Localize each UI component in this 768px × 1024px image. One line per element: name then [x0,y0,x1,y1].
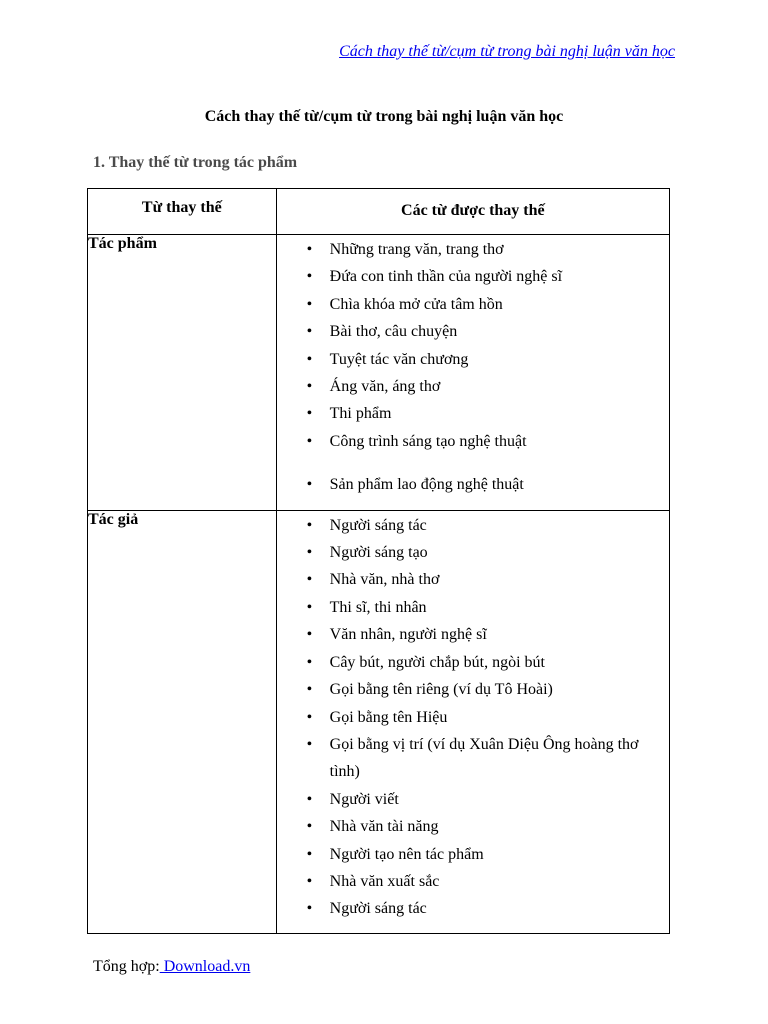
section-heading: 1. Thay thế từ trong tác phẩm [93,154,298,171]
header-link[interactable]: Cách thay thế từ/cụm từ trong bài nghị luận văn học [339,43,675,60]
list-item: • Đứa con tinh thần của người nghệ sĩ [307,263,669,290]
list-item: • Những trang văn, trang thơ [307,236,669,263]
list-item: • Gọi bằng tên Hiệu [307,704,669,731]
list-item: • Nhà văn xuất sắc [307,868,669,895]
list-item: • Chìa khóa mở cửa tâm hồn [307,291,669,318]
list-item: • Công trình sáng tạo nghệ thuật [307,428,669,455]
row-items-cell [276,510,669,933]
list-item: • Gọi bằng vị trí (ví dụ Xuân Diệu Ông hoàng thơ tình) [307,731,669,786]
table-row [88,235,670,511]
list-item: • Người sáng tạo [307,539,669,566]
list-item: • Thi sĩ, thi nhân [307,594,669,621]
table-header-row [88,189,670,235]
list-item: • Người sáng tác [307,895,669,922]
footer-source-link[interactable]: Download.vn [159,958,251,975]
column-header-replacement: Từ thay thế [88,189,277,235]
list-item: • Tuyệt tác văn chương [307,346,669,373]
list-item: • Nhà văn, nhà thơ [307,566,669,593]
row-label-tac-gia: Tác giả [88,510,139,528]
list-item: • Văn nhân, người nghệ sĩ [307,621,669,648]
list-item: • Nhà văn tài năng [307,813,669,840]
list-item: • Thi phẩm [307,400,669,427]
list-item: • Bài thơ, câu chuyện [307,318,669,345]
column-header-replaced-words: Các từ được thay thế [276,189,669,235]
list-item: • Người sáng tác [307,512,669,539]
row-label-tac-pham: Tác phẩm [88,235,157,252]
substitution-table [87,188,670,934]
list-item: • Người tạo nên tác phẩm [307,841,669,868]
row-items-cell [276,235,669,511]
list-item: • Người viết [307,786,669,813]
bullet-list [277,511,669,933]
document-title: Cách thay thế từ/cụm từ trong bài nghị luận văn học [204,108,564,125]
list-item: • Sản phẩm lao động nghệ thuật [307,471,669,498]
footer-prefix: Tổng hợp: [93,958,160,975]
list-item: • Gọi bằng tên riêng (ví dụ Tô Hoài) [307,676,669,703]
row-label-cell [88,510,277,933]
list-item: • Áng văn, áng thơ [307,373,669,400]
list-item: • Cây bút, người chắp bút, ngòi bút [307,649,669,676]
row-label-cell [88,235,277,511]
table-row [88,510,670,933]
bullet-list [277,235,669,510]
footer [93,958,250,976]
